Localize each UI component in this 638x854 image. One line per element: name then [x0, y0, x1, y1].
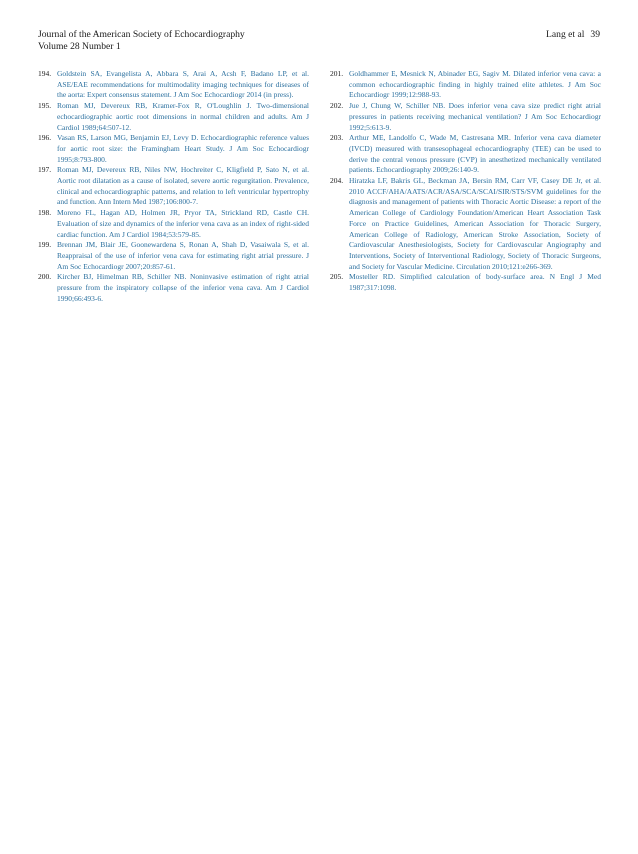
reference-number: 200. [38, 272, 52, 282]
reference-link[interactable]: Moreno FL, Hagan AD, Holmen JR, Pryor TA, Strickland RD, Castle CH. Evaluation of size and dynamics of the inferior vena cava as an index of right-sided cardiac function. Am J Cardiol 1984;53:579-85. [57, 208, 309, 239]
reference-item [38, 208, 309, 240]
reference-link[interactable]: Roman MJ, Devereux RB, Niles NW, Hochreiter C, Kligfield P, Sato N, et al. Aortic root dilatation as a cause of isolated, severe aortic regurgitation. Prevalence, clinical and echocardiographic patterns, and relation to left ventricular hypertrophy and function. Ann Intern Med 1987;106:800-7. [57, 165, 309, 207]
reference-column-left [38, 69, 309, 304]
reference-item [38, 165, 309, 208]
reference-column-right [330, 69, 601, 294]
reference-link[interactable]: Roman MJ, Devereux RB, Kramer-Fox R, O'Loughlin J. Two-dimensional echocardiographic aortic root dimensions in normal children and adults. Am J Cardiol 1989;64:507-12. [57, 101, 309, 132]
reference-link[interactable]: Vasan RS, Larson MG, Benjamin EJ, Levy D. Echocardiographic reference values for aortic root size: the Framingham Heart Study. J Am Soc Echocardiogr 1995;8:793-800. [57, 133, 309, 164]
reference-link[interactable]: Hiratzka LF, Bakris GL, Beckman JA, Bersin RM, Carr VF, Casey DE Jr, et al. 2010 ACCF/AHA/AATS/ACR/ASA/SCA/SCAI/SIR/STS/SVM guidelines for the diagnosis and management of patients with Thoracic Aortic Disease: a report of the American College of Cardiology Foundation/American Heart Association Task Force on Practice Guidelines, American Association for Thoracic Surgery, American College of Radiology, American Stroke Association, Society of Cardiovascular Anesthesiologists, Society for Cardiovascular Angiography and Interventions, Society of Interventional Radiology, Society of Thoracic Surgeons, and Society for Vascular Medicine. Circulation 2010;121:e266-369. [349, 176, 601, 271]
page-header [38, 29, 600, 55]
reference-number: 197. [38, 165, 52, 175]
reference-number: 198. [38, 208, 52, 218]
reference-number: 194. [38, 69, 52, 78]
running-head [546, 29, 600, 41]
running-author: Lang et al [546, 29, 585, 40]
reference-link[interactable]: Mosteller RD. Simplified calculation of body-surface area. N Engl J Med 1987;317:1098. [349, 272, 601, 293]
reference-link[interactable]: Jue J, Chung W, Schiller NB. Does inferior vena cava size predict right atrial pressures in patients receiving mechanical ventilation? J Am Soc Echocardiogr 1992;5:613-9. [349, 101, 601, 132]
reference-number: 205. [330, 272, 344, 282]
reference-item [38, 240, 309, 272]
reference-number: 204. [330, 176, 344, 186]
reference-item [330, 101, 601, 133]
page-number: 39 [590, 29, 600, 40]
reference-link[interactable]: Arthur ME, Landolfo C, Wade M, Castresana MR. Inferior vena cava diameter (IVCD) measured with transesophageal echocardiography (TEE) can be used to derive the central venous pressure (CVP) in anesthetized mechanically ventilated patients. Echocardiography 2009;26:140-9. [349, 133, 601, 175]
reference-item [330, 69, 601, 101]
reference-item [38, 69, 309, 101]
reference-link[interactable]: Kircher BJ, Himelman RB, Schiller NB. Noninvasive estimation of right atrial pressure from the inspiratory collapse of the inferior vena cava. Am J Cardiol 1990;66:493-6. [57, 272, 309, 303]
reference-link[interactable]: Goldhammer E, Mesnick N, Abinader EG, Sagiv M. Dilated inferior vena cava: a common echocardiographic finding in highly trained elite athletes. J Am Soc Echocardiogr 1999;12:988-93. [349, 69, 601, 100]
reference-number: 195. [38, 101, 52, 111]
journal-title: Journal of the American Society of Echocardiography [38, 29, 245, 40]
reference-item [330, 176, 601, 272]
reference-link[interactable]: Brennan JM, Blair JE, Goonewardena S, Ronan A, Shah D, Vasaiwala S, et al. Reappraisal of the use of inferior vena cava for estimating right atrial pressure. J Am Soc Echocardiogr 2007;20:857-61. [57, 240, 309, 271]
reference-link[interactable]: Goldstein SA, Evangelista A, Abbara S, Arai A, Acsh F, Badano LP, et al. ASE/EAE recommendations for multimodality imaging techniques for diseases of the aorta: Expert consensus statement. J Am Soc Echocardiogr 2014 (in press). [57, 69, 309, 100]
journal-info [38, 29, 245, 53]
reference-number: 201. [330, 69, 344, 78]
reference-item [330, 133, 601, 176]
reference-number: 202. [330, 101, 344, 111]
reference-number: 196. [38, 133, 52, 143]
reference-item [330, 272, 601, 293]
journal-volume: Volume 28 Number 1 [38, 41, 121, 52]
reference-item [38, 101, 309, 133]
reference-item [38, 272, 309, 304]
reference-number: 199. [38, 240, 52, 250]
reference-item [38, 133, 309, 165]
reference-number: 203. [330, 133, 344, 143]
